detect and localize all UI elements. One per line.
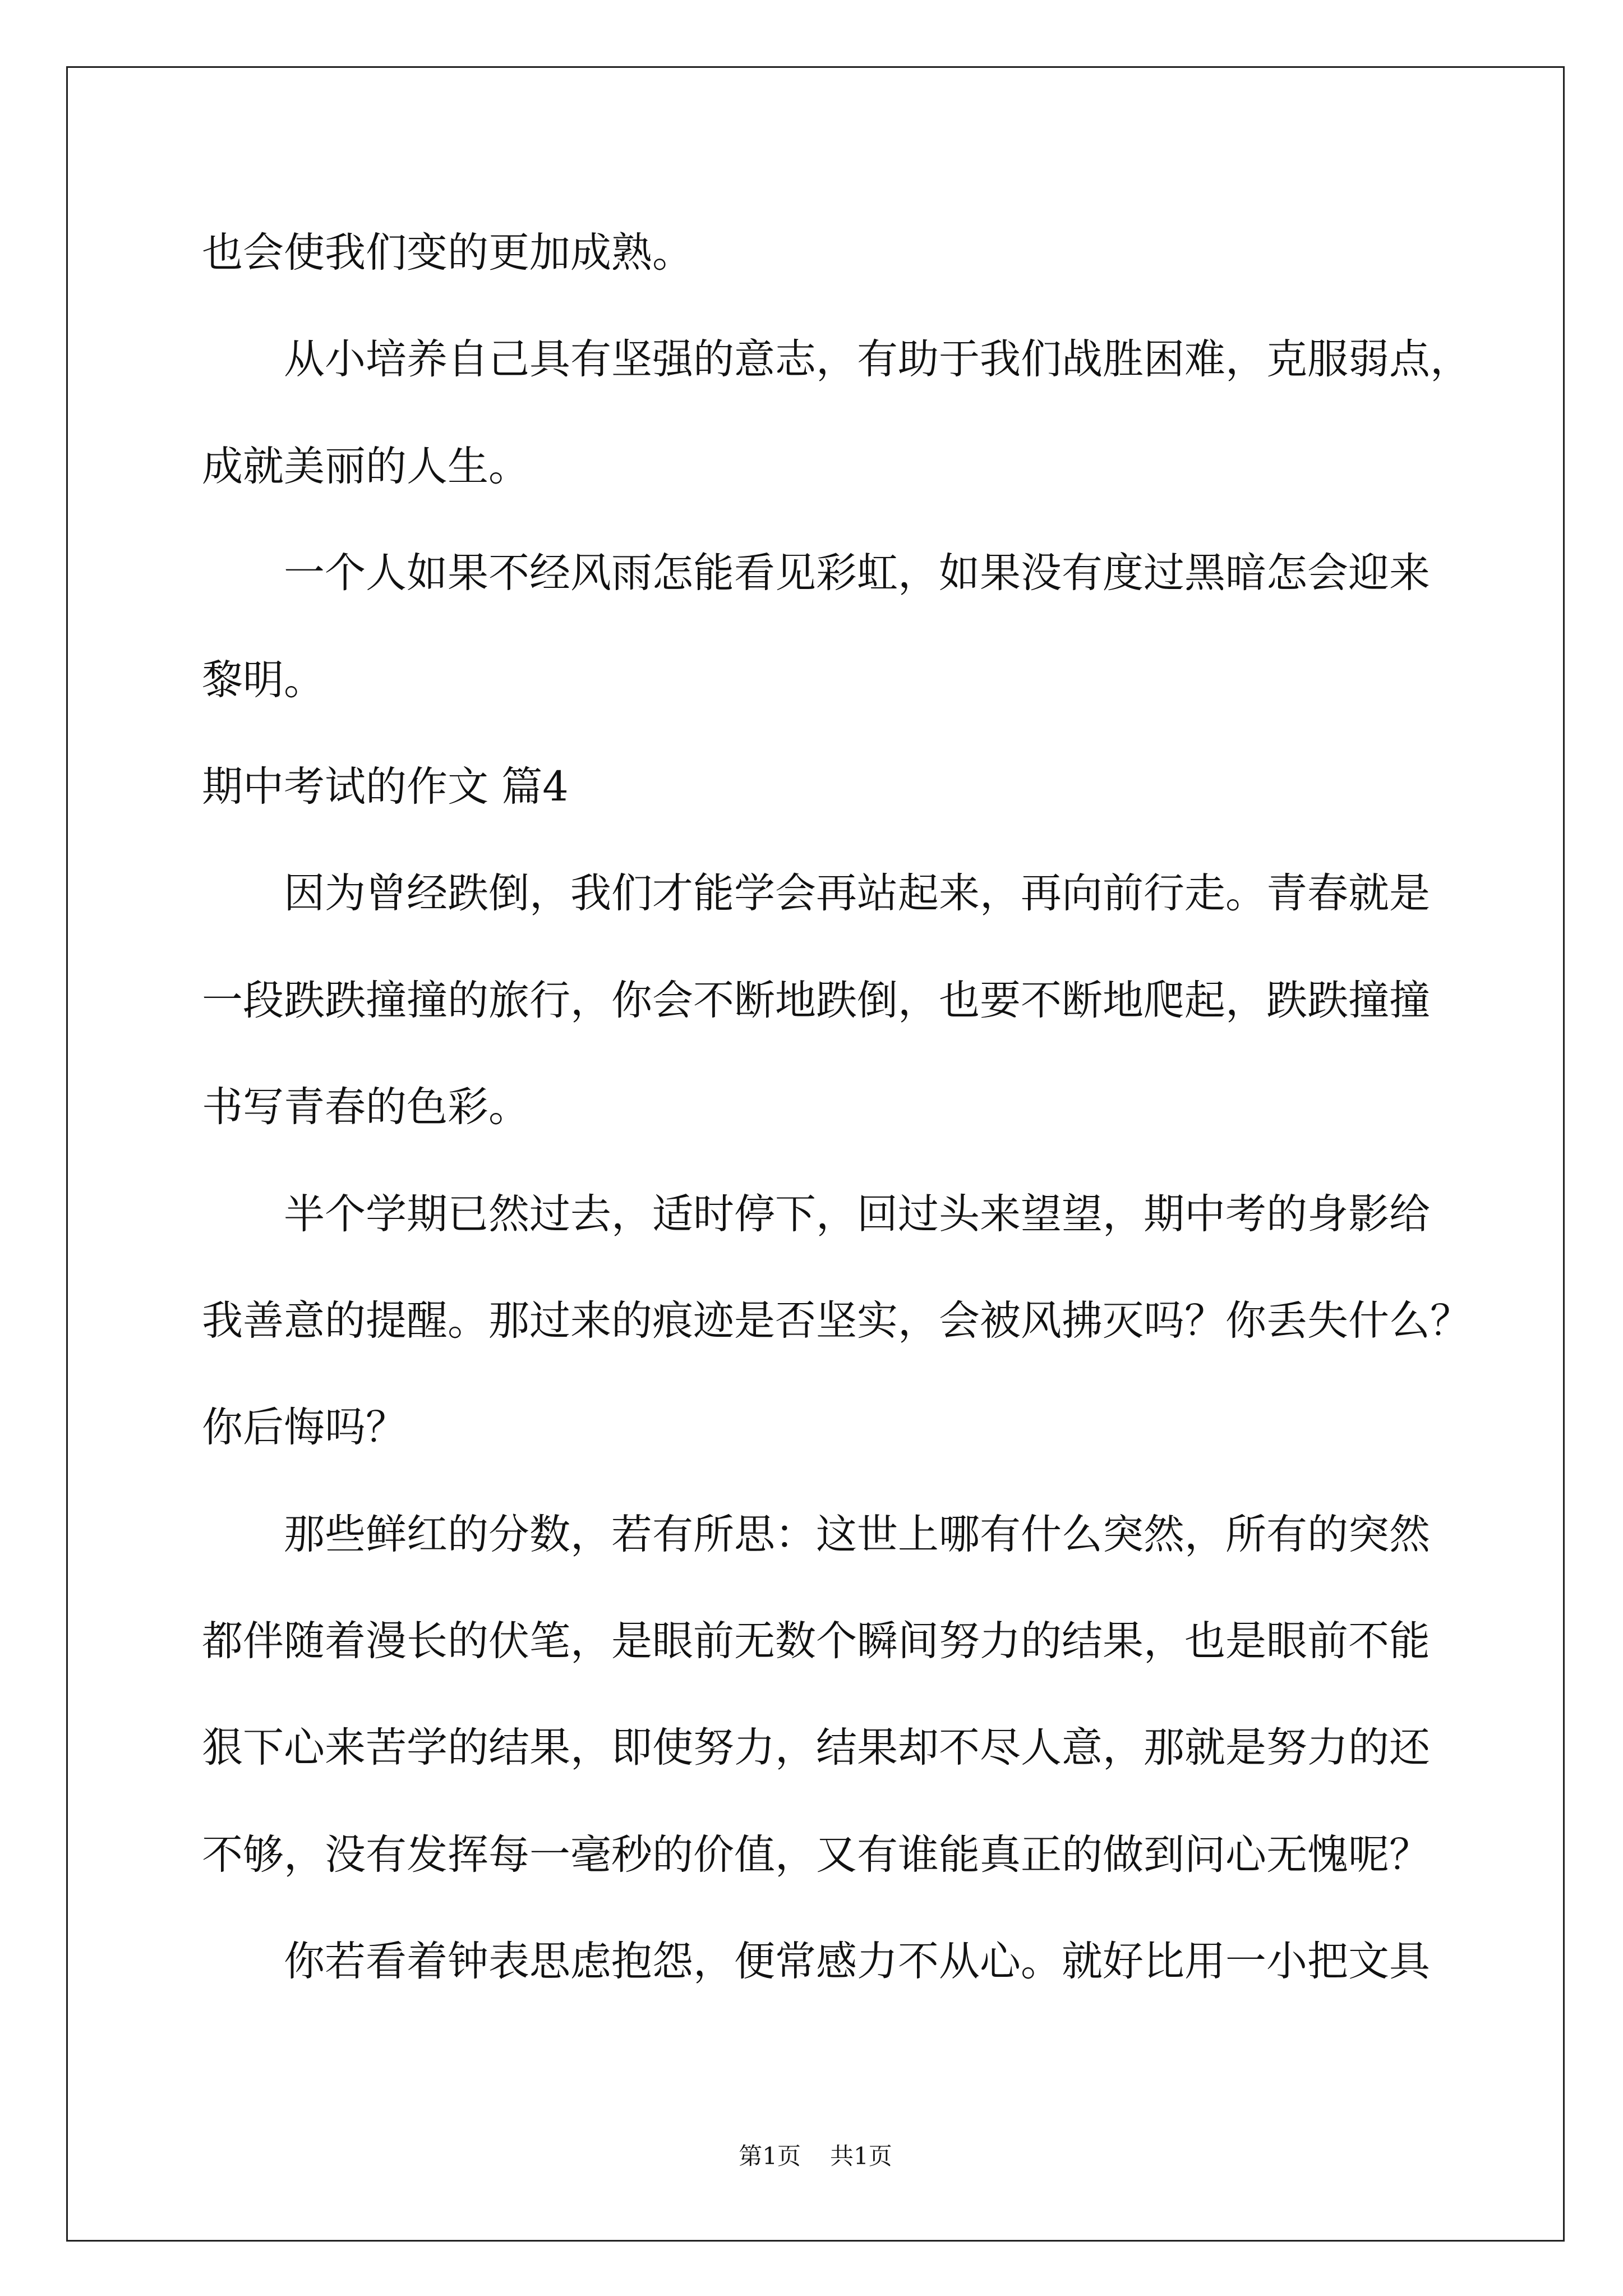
text-line: 书写青春的色彩。 <box>202 1083 529 1131</box>
text-line: 一个人如果不经风雨怎能看见彩虹，如果没有度过黑暗怎会迎来 <box>284 549 1430 597</box>
text-line: 你后悔吗？ <box>202 1404 407 1452</box>
text-line: 因为曾经跌倒，我们才能学会再站起来，再向前行走。青春就是 <box>284 869 1430 918</box>
current-page-label: 第1页 <box>739 2142 801 2170</box>
text-line: 我善意的提醒。那过来的痕迹是否坚实，会被风拂灭吗？你丢失什么？ <box>202 1296 1471 1345</box>
section-heading: 期中考试的作文 篇4 <box>202 762 569 811</box>
paragraph <box>202 306 1548 520</box>
text-line: 也会使我们变的更加成熟。 <box>202 229 693 277</box>
text-line: 不够，没有发挥每一毫秒的价值，又有谁能真正的做到问心无愧呢？ <box>202 1830 1430 1879</box>
text-line: 你若看着钟表思虑抱怨，便常感力不从心。就好比用一小把文具 <box>284 1938 1430 1986</box>
text-line: 成就美丽的人生。 <box>202 442 529 490</box>
text-line: 半个学期已然过去，适时停下，回过头来望望，期中考的身影给 <box>284 1190 1430 1238</box>
text-line: 黎明。 <box>202 656 325 704</box>
paragraph <box>202 1161 1548 1481</box>
text-line: 从小培养自己具有坚强的意志，有助于我们战胜困难，克服弱点， <box>284 335 1471 384</box>
document-body <box>202 200 1548 2016</box>
text-line: 一段跌跌撞撞的旅行，你会不断地跌倒，也要不断地爬起，跌跌撞撞 <box>202 976 1430 1024</box>
text-line: 那些鲜红的分数，若有所思：这世上哪有什么突然，所有的突然 <box>284 1510 1430 1558</box>
paragraph-continued <box>202 200 1548 306</box>
paragraph <box>202 840 1548 1161</box>
paragraph <box>202 1481 1548 1909</box>
total-pages-label: 共1页 <box>830 2142 892 2170</box>
text-line: 狠下心来苦学的结果，即使努力，结果却不尽人意，那就是努力的还 <box>202 1724 1430 1772</box>
paragraph <box>202 520 1548 734</box>
paragraph <box>202 1908 1548 2015</box>
page-footer <box>66 2139 1565 2173</box>
text-line: 都伴随着漫长的伏笔，是眼前无数个瞬间努力的结果，也是眼前不能 <box>202 1617 1430 1665</box>
